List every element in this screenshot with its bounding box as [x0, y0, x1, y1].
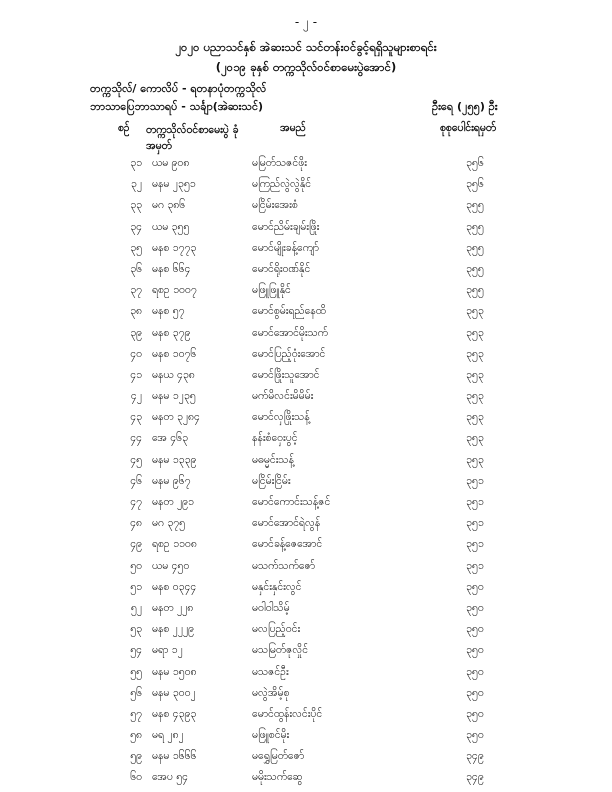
- total-marks: ၃၄၉: [466, 771, 484, 784]
- exam-code: မနစ ၄၃၉၃: [152, 707, 197, 720]
- row-number: ၄၇: [130, 496, 142, 508]
- row-number: ၄၆: [130, 474, 142, 487]
- candidate-name: မငြိမ်းအေးစံ: [252, 199, 298, 212]
- candidate-name: မဖြူဖြူနိုင်: [252, 284, 291, 297]
- table-row: [0, 302, 612, 323]
- row-number: ၃၃: [130, 199, 142, 212]
- table-row: [0, 387, 612, 408]
- row-number: ၄၈: [130, 517, 142, 530]
- exam-code: ယမ ၉၀၈: [152, 157, 190, 169]
- row-number: ၄၁: [130, 368, 142, 381]
- total-marks: ၃၅၃: [466, 326, 484, 339]
- total-marks: ၃၅၅: [466, 284, 484, 297]
- row-number: ၄၅: [130, 453, 142, 466]
- candidate-name: မောင်ရိုးဝဏ်နိုင်: [252, 262, 311, 275]
- exam-code: မဂ ၃၈၆: [152, 199, 186, 212]
- exam-code: မနတ ၃၂၈၄: [152, 411, 200, 424]
- exam-code: ယမ ၄၅၀: [152, 559, 190, 572]
- table-row: [0, 493, 612, 514]
- total-marks: ၃၅၀: [466, 580, 484, 593]
- candidate-name: မောင်ညိမ်းချမ်းဖြိုး: [252, 220, 320, 233]
- exam-code: မနမ ၉၆၇: [152, 474, 191, 487]
- candidate-name: မောင်အောင်မိုးသက်: [252, 326, 329, 339]
- candidate-name: မောင်ထွန်းလင်းပိုင်: [252, 707, 323, 720]
- exam-code: ယမ ၃၅၅: [152, 220, 190, 233]
- table-row: [0, 663, 612, 684]
- headcount-line: ဦးရေ (၂၅၅) ဦး: [432, 100, 498, 113]
- candidate-name: မမြတ်သဇင်ဖိုး: [252, 157, 307, 169]
- candidate-name: မရွှေမြတ်ဇော်: [252, 750, 305, 763]
- total-marks: ၃၅၅: [466, 199, 484, 212]
- column-header-exam-code: တက္ကသိုလ်ဝင်စာမေးပွဲ ခုံအမှတ်: [146, 124, 239, 152]
- row-number: ၃၅: [130, 241, 142, 254]
- table-row: [0, 557, 612, 578]
- exam-code: မနမ ၁၅၀၈: [152, 665, 197, 678]
- total-marks: ၃၅၃: [466, 368, 484, 381]
- exam-code: မနမ ၃၀၀၂: [152, 686, 196, 699]
- row-number: ၅၆: [130, 686, 142, 699]
- candidate-name: မမိုးသက်ဆွေ: [252, 771, 303, 784]
- candidate-name: မသက်သက်ဇော်: [252, 559, 316, 572]
- candidate-name: မသမြတ်ဇုလှိုင်: [252, 644, 309, 657]
- row-number: ၅၂: [130, 601, 142, 614]
- column-header-marks: စုစုပေါင်းရမှတ်: [440, 122, 497, 134]
- row-number: ၅၀: [130, 559, 142, 572]
- row-number: ၃၂: [130, 178, 142, 191]
- total-marks: ၃၅၃: [466, 432, 484, 445]
- row-number: ၄၀: [130, 347, 142, 360]
- total-marks: ၃၄၉: [466, 750, 484, 763]
- university-line: တက္ကသိုလ်/ ကောလိပ် - ရတနာပုံတက္ကသိုလ်: [90, 82, 267, 95]
- candidate-name: မောင်အောင်ရဲလွန်: [252, 517, 321, 530]
- row-number: ၄၉: [130, 538, 142, 551]
- exam-code: မနစ ၃၇၉: [152, 326, 191, 339]
- total-marks: ၃၅၁: [466, 496, 484, 508]
- row-number: ၅၇: [130, 707, 142, 720]
- candidate-name: မောင်ကောင်းသန့်ဇင်: [252, 496, 331, 508]
- exam-code: အေ ၄၆၃: [152, 432, 188, 445]
- row-number: ၃၇: [130, 284, 142, 297]
- exam-code: မနစ ၁၀၇၆: [152, 347, 197, 360]
- candidate-name: မောင်မျိုးခန့်ကျော်: [252, 241, 319, 254]
- table-row: [0, 514, 612, 535]
- table-row: [0, 747, 612, 768]
- table-row: [0, 451, 612, 472]
- exam-code: မနမ ၁၃၃၉: [152, 453, 197, 466]
- total-marks: ၃၅၃: [466, 305, 484, 318]
- exam-code: မနမ ၂၃၅၁: [152, 178, 196, 191]
- row-number: ၅၅: [130, 665, 142, 678]
- table-row: [0, 599, 612, 620]
- candidate-name: မက်မိလင်းမိမိမ်း: [252, 390, 314, 403]
- exam-code: မနစ ၀၃၄၄: [152, 580, 197, 593]
- total-marks: ၃၅၆: [466, 157, 484, 169]
- exam-code: မဂ ၃၇၅: [152, 517, 186, 530]
- candidate-name: မဖြူစင်မိုး: [252, 729, 290, 742]
- exam-code: မနစ ၂၂၂၉: [152, 623, 195, 636]
- results-table: [0, 154, 612, 790]
- total-marks: ၃၅၀: [466, 601, 484, 614]
- candidate-name: မောင်ပြည့်ဝုံးအောင်: [252, 347, 326, 360]
- row-number: ၄၂: [130, 390, 142, 403]
- table-row: [0, 684, 612, 705]
- row-number: ၃၉: [130, 326, 142, 339]
- candidate-name: မောင်စွမ်းရည်နေထိ: [252, 305, 326, 318]
- table-row: [0, 429, 612, 450]
- row-number: ၃၆: [130, 262, 142, 275]
- row-number: ၃၄: [130, 220, 142, 233]
- row-number: ၄၄: [130, 432, 142, 445]
- total-marks: ၃၅၀: [466, 623, 484, 636]
- table-row: [0, 281, 612, 302]
- table-row: [0, 366, 612, 387]
- row-number: ၄၃: [130, 411, 142, 424]
- total-marks: ၃၅၁: [466, 474, 484, 487]
- total-marks: ၃၅၀: [466, 665, 484, 678]
- candidate-name: နန်းစံဝှေးပွင့်: [252, 432, 298, 445]
- candidate-name: မောင်ဖြိုးသူအောင်: [252, 368, 320, 381]
- table-row: [0, 175, 612, 196]
- table-row: [0, 239, 612, 260]
- table-row: [0, 324, 612, 345]
- total-marks: ၃၅၃: [466, 411, 484, 424]
- table-row: [0, 408, 612, 429]
- exam-code: မရာ ၁၂: [152, 644, 183, 657]
- total-marks: ၃၅၀: [466, 686, 484, 699]
- exam-code: မနတ ၂၂၈: [152, 601, 194, 614]
- row-number: ၃၁: [130, 157, 142, 169]
- candidate-name: မဝါဝါသိမ့်: [252, 601, 290, 614]
- exam-code: မနမ ၁၆၆၆: [152, 750, 197, 763]
- table-row: [0, 768, 612, 789]
- candidate-name: မဓမ္မင်းသန့်: [252, 453, 294, 466]
- table-row: [0, 726, 612, 747]
- total-marks: ၃၅၀: [466, 707, 484, 720]
- total-marks: ၃၅၅: [466, 220, 484, 233]
- candidate-name: မောင်လှဖြိုးသန့်: [252, 411, 310, 424]
- program-line: ဘာသာပြေဘာသာရပ် - သင်္ချာ(အဲဆးသင်): [90, 100, 264, 113]
- row-number: ၃၈: [130, 305, 142, 318]
- row-number: ၅၉: [130, 750, 142, 763]
- total-marks: ၃၅၃: [466, 347, 484, 360]
- candidate-name: မောင်ခန့်ဇေအောင်: [252, 538, 323, 551]
- document-subtitle: (၂၀၁၉ ခုနှစ် တက္ကသိုလ်ဝင်စာမေးပွဲအောင်): [215, 60, 397, 74]
- total-marks: ၃၅၅: [466, 241, 484, 254]
- row-number: ၅၄: [130, 644, 142, 657]
- total-marks: ၃၅၆: [466, 178, 484, 191]
- table-row: [0, 218, 612, 239]
- candidate-name: မနှင်းနှင်းလွင်: [252, 580, 302, 593]
- candidate-name: မကြည်လွဲလွဲနိုင်: [252, 178, 312, 191]
- table-row: [0, 260, 612, 281]
- total-marks: ၃၅၃: [466, 390, 484, 403]
- exam-code: အေပ ၅၄: [152, 771, 189, 784]
- table-row: [0, 196, 612, 217]
- document-title: ၂၀၂၀ ပညာသင်နှစ် အဲဆးသင် သင်တန်းဝင်ခွင့်ရရှိသူများစာရင်း: [175, 40, 437, 54]
- row-number: ၅၁: [130, 580, 142, 593]
- total-marks: ၃၅၀: [466, 729, 484, 742]
- candidate-name: မငြိမ်းငြိမ်း: [252, 474, 291, 487]
- table-row: [0, 578, 612, 599]
- candidate-name: မသဇင်ဦး: [252, 665, 289, 678]
- total-marks: ၃၅၁: [466, 517, 484, 530]
- row-number: ၅၃: [130, 623, 142, 636]
- table-row: [0, 472, 612, 493]
- table-row: [0, 154, 612, 175]
- exam-code: ရစဥ ၁၁၀၈: [152, 538, 197, 551]
- row-number: ၅၈: [130, 729, 142, 742]
- table-row: [0, 535, 612, 556]
- row-number: ၆၀: [130, 771, 142, 784]
- table-row: [0, 345, 612, 366]
- column-header-no: စဉ်: [118, 122, 130, 134]
- candidate-name: မလွဲအိမ့်စု: [252, 686, 290, 699]
- table-row: [0, 620, 612, 641]
- table-row: [0, 641, 612, 662]
- page-number: - ၂ -: [294, 15, 318, 29]
- exam-code: မနစ ၅၇: [152, 305, 185, 318]
- exam-code: မနတ ၂၉၁: [152, 496, 194, 508]
- total-marks: ၃၅၀: [466, 644, 484, 657]
- total-marks: ၃၅၅: [466, 262, 484, 275]
- total-marks: ၃၅၁: [466, 538, 484, 551]
- exam-code: မနစ ၁၇၇၃: [152, 241, 197, 254]
- total-marks: ၃၅၁: [466, 559, 484, 572]
- table-row: [0, 705, 612, 726]
- exam-code: မနမ ၁၂၃၅: [152, 390, 196, 403]
- exam-code: မရ ၂၈၂: [152, 729, 184, 742]
- exam-code: မနစ ၆၆၄: [152, 262, 191, 275]
- candidate-name: မလပြည့်ဝင်း: [252, 623, 301, 636]
- column-header-name: အမည်: [280, 122, 306, 134]
- total-marks: ၃၅၃: [466, 453, 484, 466]
- exam-code: ရစဥ ၁၀၀၇: [152, 284, 197, 297]
- exam-code: မနယ ၄၃၈: [152, 368, 195, 381]
